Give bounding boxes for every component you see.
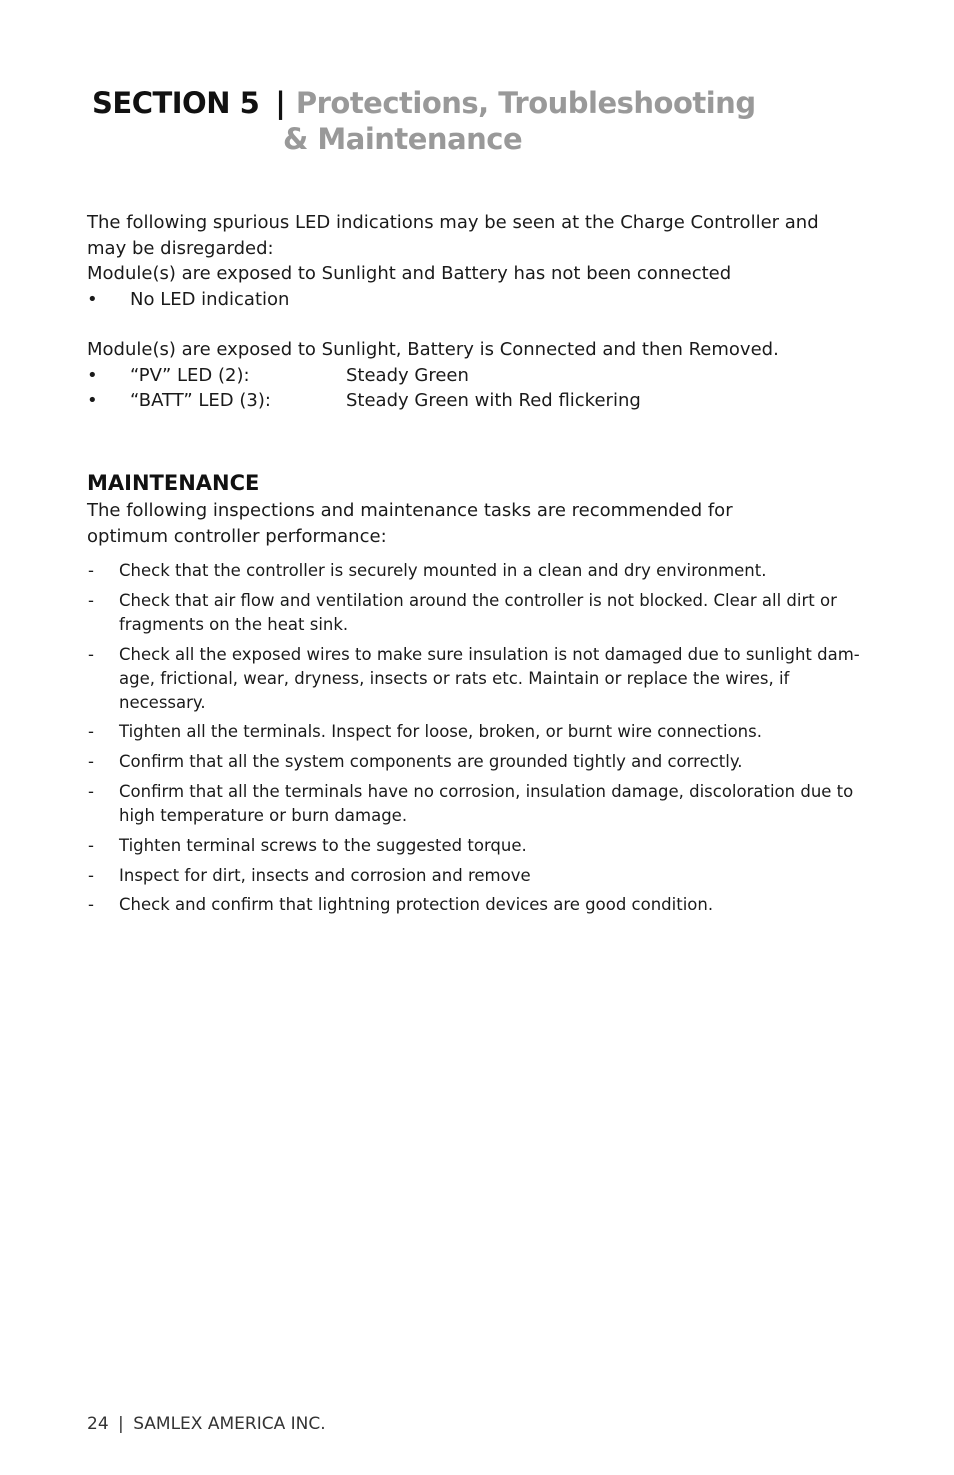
dash-bullet: -: [88, 561, 94, 580]
intro-paragraph: The following spurious LED indications may be seen at the Charge Controller and may be disregarded:: [87, 212, 819, 259]
page-number: 24: [87, 1414, 109, 1434]
bullet-label: No LED indication: [130, 288, 290, 310]
maintenance-task-list: [87, 559, 877, 917]
list-item: [87, 589, 877, 637]
page-footer: [87, 1412, 326, 1436]
task-text: Check that the controller is securely mounted in a clean and dry environment.: [119, 561, 767, 580]
bullet-icon: •: [87, 364, 98, 386]
bullet-item: [87, 363, 847, 389]
bullet-icon: •: [87, 390, 98, 411]
list-item: [87, 720, 877, 744]
task-text: Inspect for dirt, insects and corrosion and remove: [119, 865, 531, 885]
dash-bullet: -: [88, 752, 94, 772]
case-2-heading: Module(s) are exposed to Sunlight, Battery is Connected and then Removed.: [87, 339, 779, 360]
section-title-line-2: & Maintenance: [283, 122, 523, 156]
maintenance-intro: The following inspections and maintenance tasks are recommended for optimum controller performance:: [87, 500, 733, 547]
footer-separator: |: [118, 1414, 124, 1434]
bullet-label: “PV” LED (2):: [130, 364, 250, 386]
bullet-item: [87, 388, 847, 414]
list-item: [87, 834, 877, 858]
bullet-icon: •: [87, 288, 98, 310]
section-header-line-1: [92, 86, 912, 120]
section-separator: |: [275, 86, 286, 120]
list-item: [87, 893, 877, 917]
section-title-line-1: Protections, Troubleshooting: [295, 86, 756, 120]
dash-bullet: -: [88, 722, 94, 742]
bullet-item: [87, 287, 847, 313]
dash-bullet: -: [88, 835, 94, 855]
list-item: [87, 864, 877, 888]
case-1-bullets: [87, 287, 847, 313]
section-header-line-2: [92, 122, 912, 156]
task-text: Confirm that all the terminals have no corrosion, insulation damage, discoloration due to high temperature or burn damage.: [119, 781, 854, 825]
maintenance-section: [87, 468, 877, 923]
task-text: Check that air flow and ventilation around the controller is not blocked. Clear all dirt or fragments on the heat sink.: [119, 590, 837, 634]
task-text: Confirm that all the system components are grounded tightly and correctly.: [119, 752, 743, 772]
task-text: Tighten terminal screws to the suggested torque.: [119, 835, 527, 855]
dash-bullet: -: [88, 644, 94, 664]
maintenance-heading: MAINTENANCE: [87, 471, 260, 495]
section-label: SECTION 5: [92, 86, 260, 120]
led-indications-intro: [87, 210, 847, 414]
dash-bullet: -: [88, 865, 94, 885]
list-item: [87, 643, 877, 715]
bullet-value: Steady Green with Red flickering: [346, 390, 641, 411]
footer-company: SAMLEX AMERICA INC.: [133, 1414, 326, 1434]
bullet-value: Steady Green: [346, 364, 469, 386]
dash-bullet: -: [88, 781, 94, 801]
list-item: [87, 780, 877, 828]
task-text: Tighten all the terminals. Inspect for loose, broken, or burnt wire connections.: [119, 722, 762, 742]
bullet-label: “BATT” LED (3):: [130, 390, 271, 411]
case-2-bullets: [87, 363, 847, 414]
case-1-heading: Module(s) are exposed to Sunlight and Battery has not been connected: [87, 263, 732, 284]
task-text: Check and confirm that lightning protection devices are good condition.: [119, 895, 714, 915]
dash-bullet: -: [88, 895, 94, 915]
task-text: Check all the exposed wires to make sure insulation is not damaged due to sunlight dam-age, frictional, wear, dryness, insects or rats etc. Maintain or replace the wires, if necessary.: [119, 644, 860, 712]
dash-bullet: -: [88, 590, 94, 610]
list-item: [87, 750, 877, 774]
section-header: [92, 86, 912, 156]
list-item: [87, 559, 877, 583]
